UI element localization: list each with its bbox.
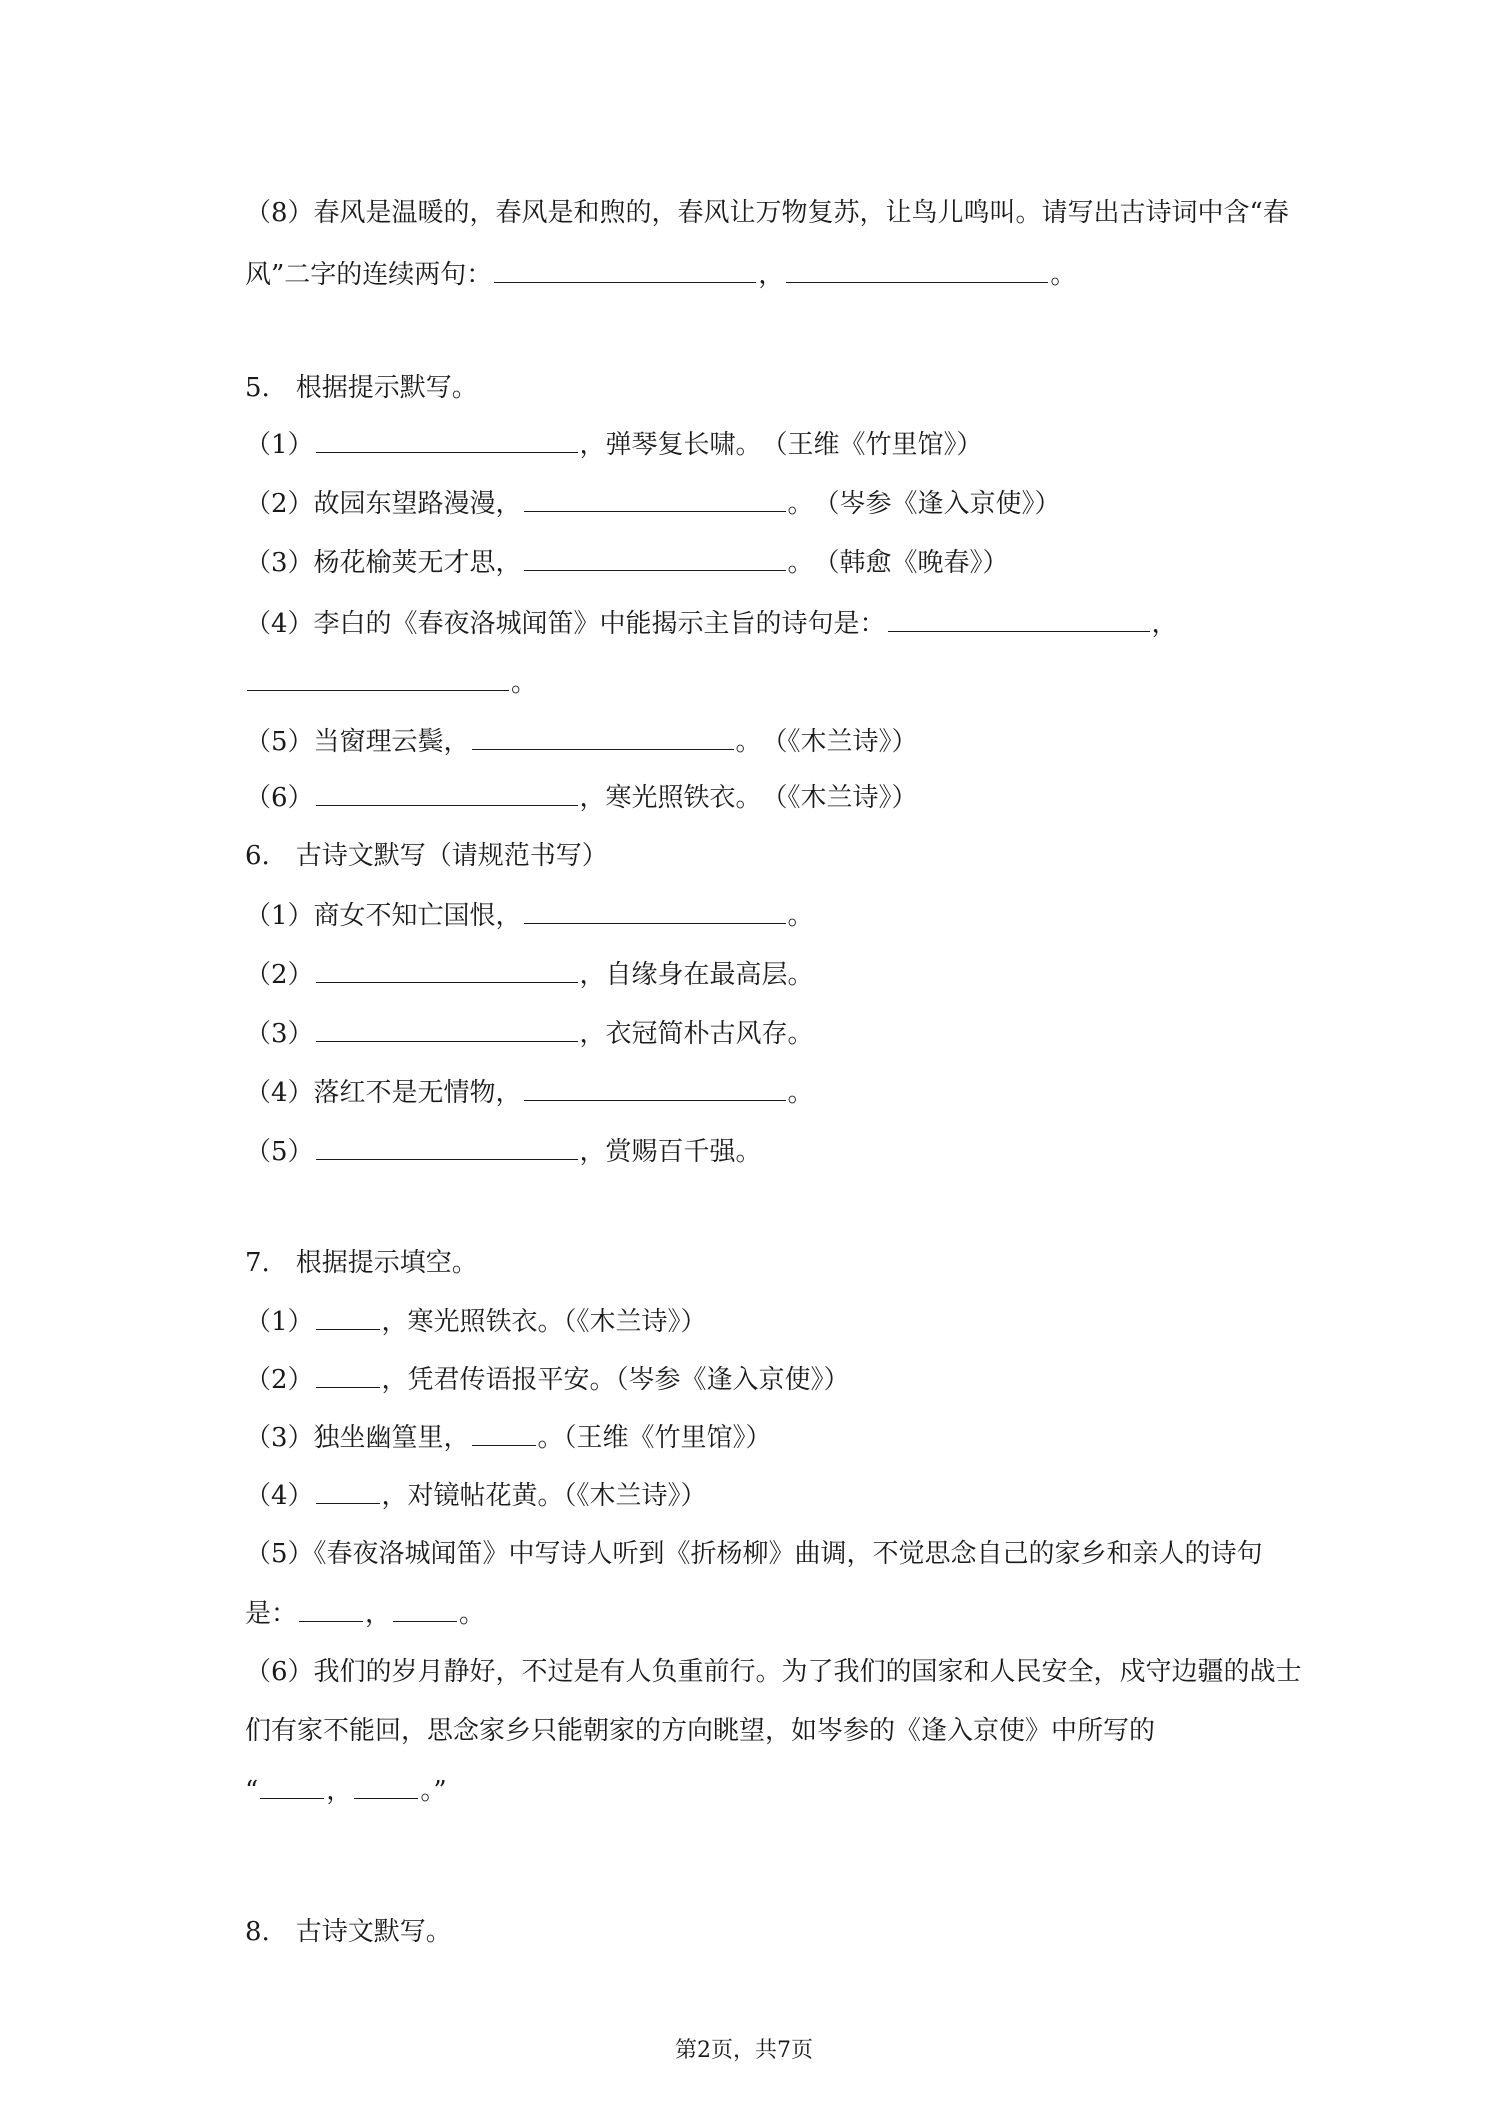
q7-item-3 xyxy=(245,1419,772,1456)
item-post: ，赏赐百千强。 xyxy=(579,1137,762,1167)
item-pre: （4） xyxy=(245,1481,314,1511)
item-post: ，寒光照铁衣。 （《木兰诗》） xyxy=(579,783,918,813)
answer-blank[interactable] xyxy=(316,779,578,806)
item-pre: 是： xyxy=(245,1599,298,1629)
q5-title: 5. 根据提示默写。 xyxy=(245,373,478,403)
page-footer: 第2页，共7页 xyxy=(675,2038,813,2063)
q5-item-4-cont xyxy=(245,664,537,701)
answer-blank[interactable] xyxy=(393,1595,457,1622)
item-post: ， xyxy=(1151,609,1178,639)
q5-item-5 xyxy=(245,723,918,760)
q6-item-3 xyxy=(245,1015,814,1052)
answer-blank[interactable] xyxy=(247,664,509,691)
answer-blank[interactable] xyxy=(494,256,756,283)
q7-item-2 xyxy=(245,1361,850,1398)
answer-blank[interactable] xyxy=(888,605,1150,632)
answer-blank[interactable] xyxy=(524,897,786,924)
q7-item-6-line3 xyxy=(245,1772,447,1809)
item-post: ，对镜帖花黄。（《木兰诗》） xyxy=(381,1481,707,1511)
q6-title: 6. 古诗文默写（请规范书写） xyxy=(245,841,608,871)
item-post: ，自缘身在最高层。 xyxy=(579,960,814,990)
q7-item-6-line2: 们有家不能回，思念家乡只能朝家的方向眺望，如岑参的《逢入京使》中所写的 xyxy=(245,1716,1156,1746)
answer-blank[interactable] xyxy=(316,1133,578,1160)
q5-item-3 xyxy=(245,544,1009,581)
answer-blank[interactable] xyxy=(316,426,578,453)
q4-item-8-text: 风”二字的连续两句： xyxy=(245,260,493,290)
item-post: ，寒光照铁衣。（《木兰诗》） xyxy=(381,1307,707,1337)
q4-item-8-line2 xyxy=(245,256,1076,293)
q7-item-5-line1: （5）《春夜洛城闻笛》中写诗人听到《折杨柳》曲调，不觉思念自己的家乡和亲人的诗句 xyxy=(245,1539,1263,1569)
end-punct: 。 xyxy=(459,1599,486,1629)
q5-item-1 xyxy=(245,426,983,463)
separator: ， xyxy=(758,260,785,290)
item-pre: （2） xyxy=(245,960,314,990)
q6-item-1 xyxy=(245,897,814,934)
item-post: 。 xyxy=(511,668,538,698)
answer-blank[interactable] xyxy=(524,485,786,512)
item-pre: （3）杨花榆荚无才思， xyxy=(245,548,522,578)
answer-blank[interactable] xyxy=(354,1772,418,1799)
q6-item-2 xyxy=(245,956,814,993)
item-post: 。 （韩愈《晚春》） xyxy=(787,548,1009,578)
end-punct: 。 xyxy=(1050,260,1077,290)
answer-blank[interactable] xyxy=(786,256,1048,283)
answer-blank[interactable] xyxy=(316,1015,578,1042)
item-post: ，凭君传语报平安。（岑参《逢入京使》） xyxy=(381,1365,850,1395)
answer-blank[interactable] xyxy=(524,1074,786,1101)
item-pre: （1） xyxy=(245,1307,314,1337)
q7-item-6-line1: （6）我们的岁月静好，不过是有人负重前行。为了我们的国家和人民安全，戍守边疆的战士 xyxy=(245,1657,1302,1687)
item-pre: （6） xyxy=(245,783,314,813)
item-pre: （2）故园东望路漫漫， xyxy=(245,489,522,519)
q6-item-5 xyxy=(245,1133,762,1170)
item-post: 。（王维《竹里馆》） xyxy=(537,1423,772,1453)
item-post: ，弹琴复长啸。 （王维《竹里馆》） xyxy=(579,430,983,460)
q7-item-5-line2 xyxy=(245,1595,485,1632)
answer-blank[interactable] xyxy=(299,1595,363,1622)
answer-blank[interactable] xyxy=(316,1477,380,1504)
answer-blank[interactable] xyxy=(524,544,786,571)
item-pre: （1） xyxy=(245,430,314,460)
q5-item-2 xyxy=(245,485,1061,522)
answer-blank[interactable] xyxy=(316,1361,380,1388)
q7-item-4 xyxy=(245,1477,707,1514)
item-pre: （3）独坐幽篁里， xyxy=(245,1423,470,1453)
item-post: 。 （《木兰诗》） xyxy=(735,727,918,757)
item-pre: （5） xyxy=(245,1137,314,1167)
item-pre: （4）李白的《春夜洛城闻笛》中能揭示主旨的诗句是： xyxy=(245,609,886,639)
item-post: 。 xyxy=(787,901,814,931)
item-post: ，衣冠简朴古风存。 xyxy=(579,1019,814,1049)
quote-close: 。” xyxy=(420,1776,447,1806)
q7-title: 7. 根据提示填空。 xyxy=(245,1248,478,1278)
item-post: 。 （岑参《逢入京使》） xyxy=(787,489,1061,519)
q8-title: 8. 古诗文默写。 xyxy=(245,1917,452,1947)
item-post: 。 xyxy=(787,1078,814,1108)
separator: ， xyxy=(326,1776,353,1806)
answer-blank[interactable] xyxy=(472,1419,536,1446)
item-pre: （4）落红不是无情物， xyxy=(245,1078,522,1108)
answer-blank[interactable] xyxy=(260,1772,324,1799)
q4-item-8-line1: （8）春风是温暖的，春风是和煦的，春风让万物复苏，让鸟儿鸣叫。请写出古诗词中含“春 xyxy=(245,198,1289,228)
separator: ， xyxy=(365,1599,392,1629)
q7-item-1 xyxy=(245,1303,707,1340)
answer-blank[interactable] xyxy=(316,1303,380,1330)
item-pre: （3） xyxy=(245,1019,314,1049)
q5-item-4 xyxy=(245,605,1178,642)
item-pre: （1）商女不知亡国恨， xyxy=(245,901,522,931)
item-pre: （5）当窗理云鬓， xyxy=(245,727,470,757)
q5-item-6 xyxy=(245,779,918,816)
answer-blank[interactable] xyxy=(316,956,578,983)
answer-blank[interactable] xyxy=(472,723,734,750)
item-pre: （2） xyxy=(245,1365,314,1395)
q6-item-4 xyxy=(245,1074,814,1111)
quote-open: “ xyxy=(245,1776,259,1806)
